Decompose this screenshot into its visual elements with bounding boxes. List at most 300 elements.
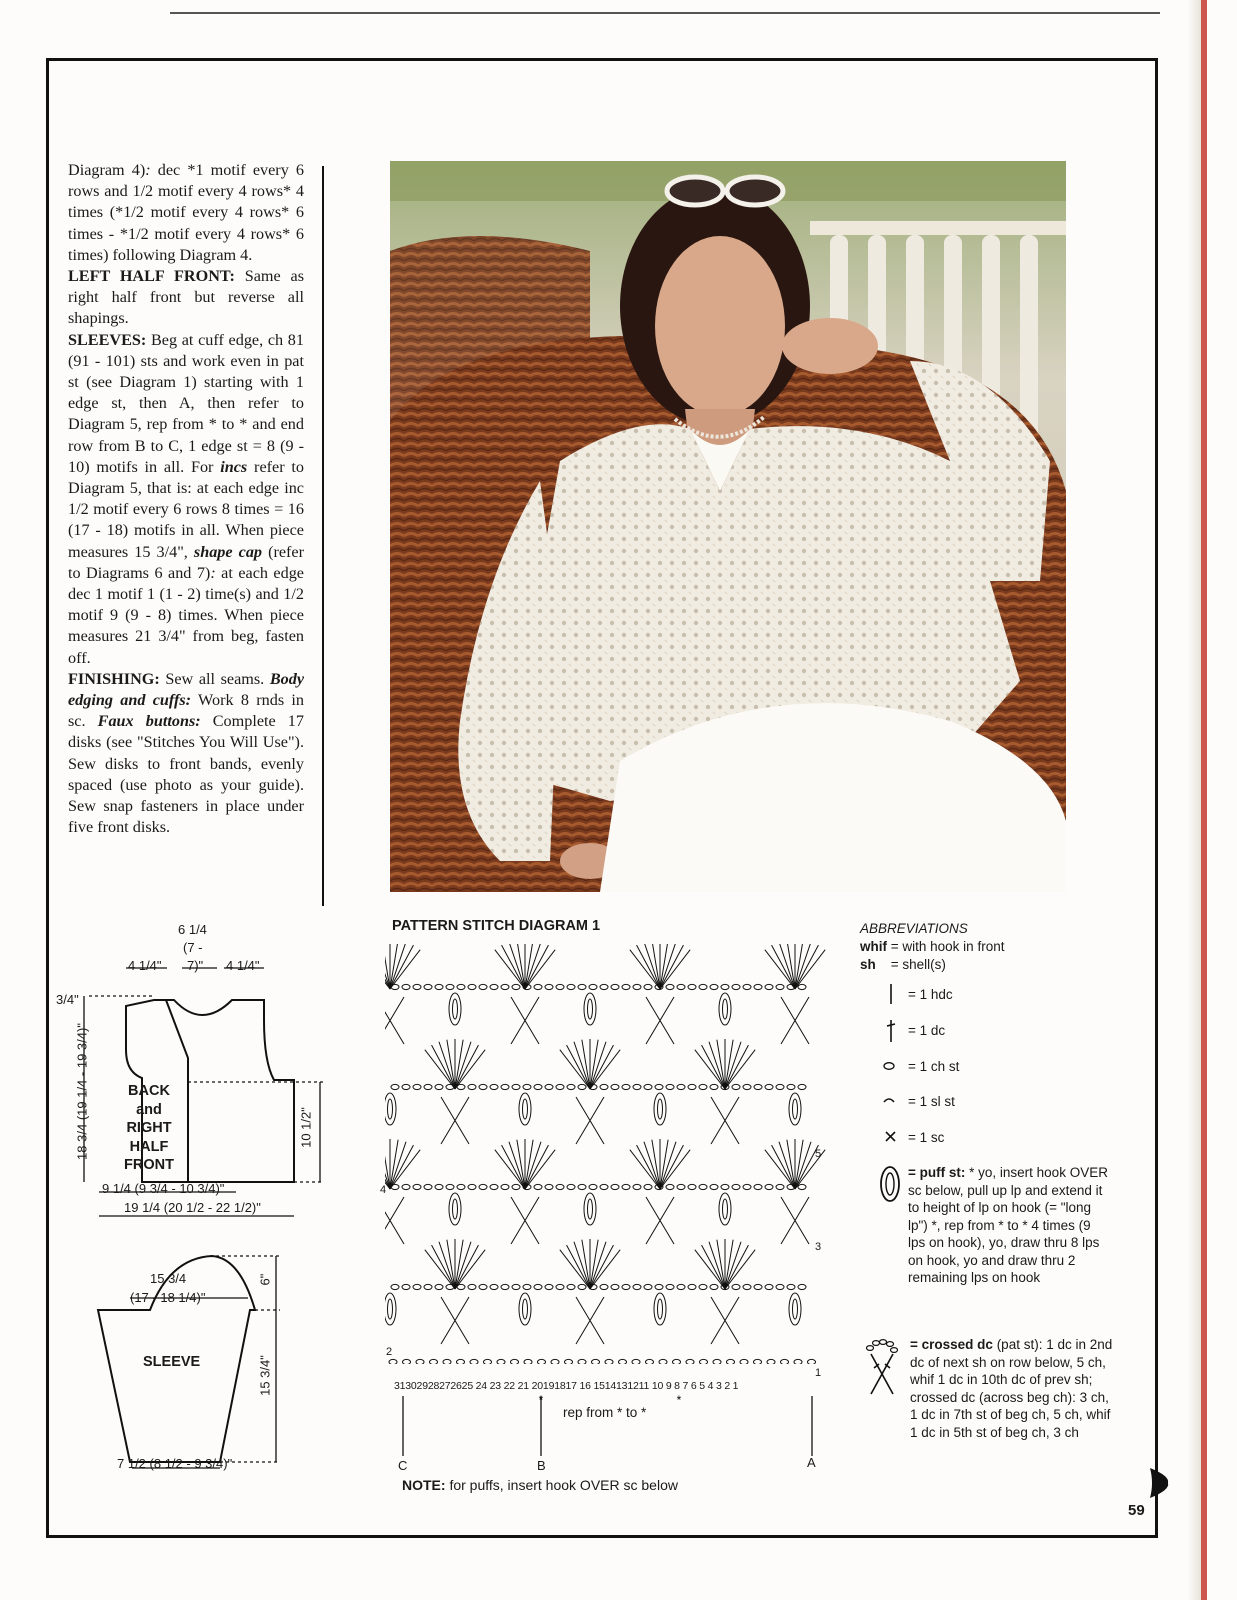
chain-stitch-symbol bbox=[501, 1284, 509, 1289]
stitch-chart bbox=[385, 944, 835, 1364]
puff-stitch-symbol bbox=[453, 999, 458, 1019]
double-crochet-symbol bbox=[644, 1142, 660, 1189]
chain-stitch-symbol bbox=[512, 1284, 520, 1289]
puff-stitch-symbol bbox=[519, 1093, 531, 1125]
puff-stitch-symbol bbox=[658, 1099, 663, 1119]
chain-stitch-symbol bbox=[512, 1184, 520, 1189]
body-top-left-label: 4 1/4" bbox=[128, 958, 162, 973]
chain-stitch-symbol bbox=[677, 1284, 685, 1289]
body-height-label: 18 3/4 (19 1/4 - 19 3/4)" bbox=[74, 1023, 90, 1160]
abbr-whif-term: whif bbox=[860, 939, 887, 954]
foundation-chain-symbol bbox=[389, 1359, 397, 1364]
double-crochet-symbol bbox=[779, 944, 795, 989]
body-label-line: HALF bbox=[129, 1138, 169, 1155]
chain-stitch-symbol bbox=[567, 984, 575, 989]
chain-stitch-symbol bbox=[556, 984, 564, 989]
legend-ch: = 1 ch st bbox=[908, 1059, 960, 1074]
double-crochet-symbol bbox=[695, 1050, 725, 1089]
puff-stitch-symbol bbox=[449, 1193, 461, 1225]
chain-stitch-symbol bbox=[765, 1184, 773, 1189]
instructions-paragraph bbox=[68, 669, 304, 839]
double-crochet-symbol bbox=[695, 1250, 725, 1289]
chain-stitch-symbol bbox=[765, 1284, 773, 1289]
chain-stitch-symbol bbox=[457, 984, 465, 989]
instructions-run: Body edging and cuffs: bbox=[68, 669, 304, 710]
instructions-run: Work 8 rnds in sc. bbox=[68, 691, 304, 731]
chain-stitch-symbol bbox=[732, 984, 740, 989]
chain-stitch-symbol bbox=[622, 1084, 630, 1089]
foundation-chain-symbol bbox=[592, 1359, 600, 1364]
instructions-run: : bbox=[210, 563, 216, 582]
double-crochet-symbol bbox=[574, 1242, 590, 1289]
chain-stitch-symbol bbox=[523, 1284, 531, 1289]
chain-stitch-symbol bbox=[798, 984, 806, 989]
foundation-chain-symbol bbox=[524, 1359, 532, 1364]
puff-stitch-symbol bbox=[658, 1299, 663, 1319]
row-label-right: 1 bbox=[815, 1367, 822, 1379]
page-top-rule bbox=[170, 12, 1160, 14]
double-crochet-symbol bbox=[390, 1142, 406, 1189]
foundation-chain-symbol bbox=[443, 1359, 451, 1364]
double-crochet-symbol bbox=[765, 1150, 795, 1189]
chain-stitch-symbol bbox=[611, 1184, 619, 1189]
abbr-sh-text: = shell(s) bbox=[890, 957, 946, 972]
chain-stitch-symbol bbox=[776, 984, 784, 989]
row-label-right: 3 bbox=[815, 1241, 822, 1253]
body-neck-depth-label: 3/4" bbox=[56, 992, 79, 1007]
puff-stitch-symbol bbox=[453, 1199, 458, 1219]
abbr-sh-term: sh bbox=[860, 957, 876, 972]
chain-stitch-symbol bbox=[556, 1284, 564, 1289]
chain-stitch-symbol bbox=[567, 1284, 575, 1289]
chain-stitch-symbol bbox=[534, 1084, 542, 1089]
page-number: 59 bbox=[1128, 1502, 1145, 1519]
instructions-run: Faux buttons: bbox=[97, 712, 201, 731]
chain-stitch-symbol bbox=[578, 1184, 586, 1189]
chain-stitch-symbol bbox=[479, 984, 487, 989]
chain-stitch-symbol bbox=[479, 1184, 487, 1189]
chain-stitch-symbol bbox=[424, 1084, 432, 1089]
foundation-chain-symbol bbox=[740, 1359, 748, 1364]
double-crochet-symbol bbox=[795, 950, 825, 989]
double-crochet-symbol bbox=[390, 1150, 420, 1189]
puff-stitch-symbol bbox=[385, 1093, 396, 1125]
chain-stitch-symbol bbox=[798, 1184, 806, 1189]
double-crochet-symbol bbox=[455, 1242, 471, 1289]
abbreviations-heading: ABBREVIATIONS bbox=[860, 921, 968, 936]
chain-stitch-symbol bbox=[545, 1084, 553, 1089]
chain-stitch-symbol bbox=[402, 1184, 410, 1189]
chain-stitch-symbol bbox=[743, 984, 751, 989]
chain-stitch-symbol bbox=[490, 1084, 498, 1089]
chain-stitch-symbol bbox=[391, 1084, 399, 1089]
double-crochet-symbol bbox=[439, 1042, 455, 1089]
row-label-left: 2 bbox=[386, 1346, 393, 1358]
double-crochet-symbol bbox=[455, 1050, 485, 1089]
instructions-run: : bbox=[145, 161, 158, 179]
instructions-paragraph bbox=[68, 160, 304, 266]
note-bold: NOTE: bbox=[402, 1477, 446, 1493]
chain-stitch-symbol bbox=[479, 1284, 487, 1289]
marker-b: B bbox=[537, 1458, 546, 1473]
chain-stitch-symbol bbox=[699, 1284, 707, 1289]
double-crochet-symbol bbox=[590, 1242, 606, 1289]
chain-stitch-symbol bbox=[732, 1084, 740, 1089]
chain-stitch-symbol bbox=[743, 1184, 751, 1189]
puff-stitch-symbol bbox=[523, 1299, 528, 1319]
foundation-chain-symbol bbox=[781, 1359, 789, 1364]
chain-stitch-symbol bbox=[699, 1184, 707, 1189]
puff-stitch-symbol bbox=[584, 993, 596, 1025]
chain-stitch-symbol bbox=[567, 1184, 575, 1189]
legend-dc: = 1 dc bbox=[908, 1023, 946, 1038]
chain-stitch-symbol bbox=[578, 1084, 586, 1089]
double-crochet-symbol bbox=[725, 1042, 741, 1089]
double-crochet-symbol bbox=[590, 1042, 606, 1089]
puff-stitch-symbol bbox=[789, 1293, 801, 1325]
chain-stitch-symbol bbox=[556, 1084, 564, 1089]
page-edge bbox=[1187, 0, 1201, 1600]
chain-stitch-symbol bbox=[534, 1284, 542, 1289]
chain-stitch-symbol bbox=[424, 1184, 432, 1189]
puff-stitch-symbol bbox=[789, 1093, 801, 1125]
puff-stitch-symbol bbox=[388, 1299, 393, 1319]
chain-stitch-symbol bbox=[754, 1184, 762, 1189]
chain-stitch-symbol bbox=[402, 1084, 410, 1089]
chain-stitch-symbol bbox=[743, 1284, 751, 1289]
chain-stitch-symbol bbox=[666, 1084, 674, 1089]
body-top-right-label: 4 1/4" bbox=[226, 958, 260, 973]
puff-stitch-symbol bbox=[388, 1099, 393, 1119]
double-crochet-symbol bbox=[795, 1142, 811, 1189]
diagram-note bbox=[402, 1477, 678, 1493]
chain-stitch-symbol bbox=[556, 1184, 564, 1189]
back-and-right-half-front-label bbox=[118, 1082, 180, 1175]
chain-stitch-symbol bbox=[611, 1284, 619, 1289]
double-crochet-symbol bbox=[574, 1042, 590, 1089]
foundation-chain-symbol bbox=[403, 1359, 411, 1364]
body-label-line: BACK bbox=[128, 1083, 170, 1099]
chain-stitch-symbol bbox=[644, 1184, 652, 1189]
chain-stitch-symbol bbox=[633, 1084, 641, 1089]
abbr-sh bbox=[860, 956, 1130, 974]
chain-stitch-symbol bbox=[655, 1084, 663, 1089]
abbr-whif bbox=[860, 938, 1130, 956]
double-crochet-symbol bbox=[590, 1050, 620, 1089]
chain-stitch-symbol bbox=[490, 1184, 498, 1189]
chain-stitch-symbol bbox=[633, 1284, 641, 1289]
puff-stitch-symbol bbox=[588, 999, 593, 1019]
chain-stitch-symbol bbox=[644, 1284, 652, 1289]
chain-stitch-symbol bbox=[611, 984, 619, 989]
double-crochet-symbol bbox=[660, 950, 690, 989]
chain-stitch-symbol bbox=[578, 984, 586, 989]
foundation-chain-symbol bbox=[551, 1359, 559, 1364]
puff-stitch-symbol bbox=[723, 1199, 728, 1219]
instructions-paragraph bbox=[68, 266, 304, 330]
double-crochet-symbol bbox=[560, 1250, 590, 1289]
foundation-chain-symbol bbox=[659, 1359, 667, 1364]
chain-stitch-symbol bbox=[688, 1184, 696, 1189]
double-crochet-symbol bbox=[660, 1150, 690, 1189]
model-photo bbox=[390, 161, 1066, 892]
body-label-line: RIGHT bbox=[126, 1120, 172, 1136]
chain-stitch-symbol bbox=[501, 1184, 509, 1189]
double-crochet-symbol bbox=[425, 1250, 455, 1289]
foundation-chain-symbol bbox=[767, 1359, 775, 1364]
foundation-chain-symbol bbox=[605, 1359, 613, 1364]
chain-stitch-symbol bbox=[435, 984, 443, 989]
chain-stitch-symbol bbox=[666, 1184, 674, 1189]
double-crochet-symbol bbox=[455, 1250, 485, 1289]
svg-text:*: * bbox=[676, 1393, 682, 1407]
foundation-chain-symbol bbox=[538, 1359, 546, 1364]
chain-stitch-symbol bbox=[787, 1084, 795, 1089]
double-crochet-symbol bbox=[725, 1242, 741, 1289]
foundation-chain-symbol bbox=[619, 1359, 627, 1364]
puff-stitch-symbol bbox=[584, 1193, 596, 1225]
chain-stitch-symbol bbox=[776, 1184, 784, 1189]
body-full-width-label: 19 1/4 (20 1/2 - 22 1/2)" bbox=[124, 1200, 261, 1215]
foundation-chain-symbol bbox=[673, 1359, 681, 1364]
instructions-run: shape cap bbox=[193, 542, 263, 561]
legend-symbols bbox=[878, 980, 908, 1150]
double-crochet-symbol bbox=[509, 944, 525, 989]
chain-stitch-symbol bbox=[611, 1084, 619, 1089]
double-crochet-symbol bbox=[725, 1050, 755, 1089]
chain-stitch-symbol bbox=[534, 984, 542, 989]
chain-stitch-symbol bbox=[710, 1284, 718, 1289]
foundation-chain-symbol bbox=[686, 1359, 694, 1364]
column-rule bbox=[322, 166, 324, 906]
chain-stitch-symbol bbox=[644, 1084, 652, 1089]
page-edge-red bbox=[1201, 0, 1207, 1600]
repeat-markers bbox=[395, 1392, 825, 1462]
body-top-center-label-2: (7 - bbox=[183, 940, 203, 955]
instructions-run: dec *1 motif every 6 rows and 1/2 motif every 4 rows* 4 times (*1/2 motif every 4 rows* 6 times - *1/2 motif every 4 rows* 6 times) following Diagram 4. bbox=[68, 161, 305, 264]
double-crochet-symbol bbox=[590, 1250, 620, 1289]
chain-stitch-symbol bbox=[688, 984, 696, 989]
double-crochet-symbol bbox=[390, 944, 406, 989]
foundation-chain-symbol bbox=[578, 1359, 586, 1364]
chain-stitch-symbol bbox=[699, 1084, 707, 1089]
chain-stitch-symbol bbox=[644, 984, 652, 989]
chain-stitch-symbol bbox=[512, 1084, 520, 1089]
chain-stitch-symbol bbox=[721, 984, 729, 989]
chain-stitch-symbol bbox=[468, 1284, 476, 1289]
repeat-label: rep from * to * bbox=[563, 1405, 647, 1420]
chain-stitch-symbol bbox=[512, 984, 520, 989]
chain-stitch-symbol bbox=[446, 1184, 454, 1189]
instructions-run: Complete 17 disks (see "Stitches You Will Use"). Sew disks to front bands, evenly spaced (use photo as your guide). Sew snap fasteners in place under five front disks. bbox=[68, 712, 304, 837]
crossed-dc-symbol bbox=[385, 1197, 404, 1244]
chain-stitch-symbol bbox=[402, 1284, 410, 1289]
instructions-paragraph bbox=[68, 330, 304, 669]
puff-stitch-symbol bbox=[523, 1099, 528, 1119]
dc-symbol bbox=[887, 1020, 895, 1042]
instructions-run: refer to Diagram 5, that is: at each edge inc 1/2 motif every 6 rows 8 times = 16 (17 - 18) motifs in all. When piece measures 15 3/4", bbox=[68, 457, 304, 561]
double-crochet-symbol bbox=[725, 1250, 755, 1289]
diagram-title: PATTERN STITCH DIAGRAM 1 bbox=[392, 918, 601, 934]
chain-stitch-symbol bbox=[666, 984, 674, 989]
puff-stitch-symbol bbox=[449, 993, 461, 1025]
chain-stitch-symbol bbox=[732, 1184, 740, 1189]
chain-stitch-symbol bbox=[677, 1184, 685, 1189]
crossed-dc-icon bbox=[862, 1338, 902, 1398]
foundation-chain-symbol bbox=[646, 1359, 654, 1364]
chain-stitch-symbol bbox=[413, 1184, 421, 1189]
double-crochet-symbol bbox=[765, 950, 795, 989]
body-top-center-label-3: 7)" bbox=[187, 958, 204, 973]
chain-stitch-symbol bbox=[721, 1184, 729, 1189]
chain-stitch-symbol bbox=[424, 1284, 432, 1289]
chain-stitch-symbol bbox=[633, 1184, 641, 1189]
instructions-text bbox=[68, 160, 304, 839]
chain-stitch-symbol bbox=[545, 1184, 553, 1189]
marker-c: C bbox=[398, 1458, 408, 1473]
double-crochet-symbol bbox=[525, 950, 555, 989]
sleeve-label: SLEEVE bbox=[143, 1354, 201, 1370]
stitch-numbers: 31302928272625 24 23 22 21 20191817 16 1514131211 10 9 8 7 6 5 4 3 2 1 bbox=[394, 1380, 739, 1392]
double-crochet-symbol bbox=[630, 1150, 660, 1189]
body-label-line: FRONT bbox=[124, 1157, 174, 1173]
double-crochet-symbol bbox=[509, 1142, 525, 1189]
abbr-whif-text: = with hook in front bbox=[890, 939, 1005, 954]
instructions-run: Sew all seams. bbox=[165, 669, 270, 688]
instructions-run: SLEEVES: bbox=[68, 330, 151, 349]
double-crochet-symbol bbox=[644, 944, 660, 989]
chain-stitch-symbol bbox=[732, 1284, 740, 1289]
double-crochet-symbol bbox=[709, 1042, 725, 1089]
instructions-run: Same as right half front but reverse all shapings. bbox=[68, 267, 305, 328]
chain-stitch-symbol bbox=[479, 1084, 487, 1089]
chain-stitch-symbol bbox=[501, 1084, 509, 1089]
chain-stitch-symbol bbox=[633, 984, 641, 989]
sleeve-cap-width-label-2: (17 - 18 1/4)" bbox=[130, 1290, 206, 1305]
chain-stitch-symbol bbox=[710, 1084, 718, 1089]
chain-stitch-symbol bbox=[710, 1184, 718, 1189]
sleeve-length-label: 15 3/4" bbox=[257, 1355, 273, 1396]
chain-stitch-symbol bbox=[798, 1084, 806, 1089]
svg-text:*: * bbox=[538, 1393, 544, 1407]
chain-stitch-symbol bbox=[743, 1084, 751, 1089]
foundation-chain-symbol bbox=[794, 1359, 802, 1364]
foundation-chain-symbol bbox=[754, 1359, 762, 1364]
legend-puff bbox=[908, 1164, 1108, 1287]
sleeve-cap-height-label: 6" bbox=[257, 1273, 273, 1286]
sleeve-cuff-label: 7 1/2 (8 1/2 - 9 3/4)" bbox=[117, 1456, 233, 1471]
body-top-center-label: 6 1/4 bbox=[178, 922, 207, 937]
chain-stitch-symbol bbox=[468, 984, 476, 989]
chain-stitch-symbol bbox=[435, 1184, 443, 1189]
chain-stitch-symbol bbox=[501, 984, 509, 989]
instructions-run: Diagram 4) bbox=[68, 161, 146, 179]
chain-stitch-symbol bbox=[413, 1284, 421, 1289]
chain-stitch-symbol bbox=[468, 1184, 476, 1189]
chain-stitch-symbol bbox=[545, 1284, 553, 1289]
foundation-chain-symbol bbox=[484, 1359, 492, 1364]
chain-stitch-symbol bbox=[402, 984, 410, 989]
instructions-run: incs bbox=[220, 457, 248, 476]
puff-stitch-symbol bbox=[719, 993, 731, 1025]
chain-stitch-symbol bbox=[578, 1284, 586, 1289]
double-crochet-symbol bbox=[709, 1242, 725, 1289]
body-half-width-label: 9 1/4 (9 3/4 - 10 3/4)" bbox=[102, 1181, 225, 1196]
double-crochet-symbol bbox=[455, 1042, 471, 1089]
chain-stitch-symbol bbox=[688, 1284, 696, 1289]
marker-a: A bbox=[807, 1455, 816, 1470]
foundation-chain-symbol bbox=[808, 1359, 816, 1364]
legend-crossed-dc bbox=[910, 1336, 1120, 1441]
chain-stitch-symbol bbox=[523, 1084, 531, 1089]
double-crochet-symbol bbox=[525, 1150, 555, 1189]
foundation-chain-symbol bbox=[497, 1359, 505, 1364]
double-crochet-symbol bbox=[439, 1242, 455, 1289]
chain-stitch-symbol bbox=[413, 984, 421, 989]
double-crochet-symbol bbox=[660, 1142, 676, 1189]
chain-stitch-symbol bbox=[622, 1184, 630, 1189]
legend-sc: = 1 sc bbox=[908, 1130, 945, 1145]
chain-stitch-symbol bbox=[391, 1284, 399, 1289]
chain-stitch-symbol bbox=[457, 1184, 465, 1189]
chain-stitch-symbol bbox=[787, 1284, 795, 1289]
instructions-run: LEFT HALF FRONT: bbox=[68, 267, 245, 286]
chain-stitch-symbol bbox=[754, 984, 762, 989]
puff-stitch-symbol bbox=[654, 1293, 666, 1325]
foundation-chain-symbol bbox=[565, 1359, 573, 1364]
chain-stitch-symbol bbox=[600, 1284, 608, 1289]
chain-stitch-symbol bbox=[688, 1084, 696, 1089]
body-armhole-label: 10 1/2" bbox=[298, 1107, 314, 1148]
chain-stitch-symbol bbox=[490, 984, 498, 989]
continue-arrow-icon bbox=[1148, 1466, 1170, 1500]
note-text: for puffs, insert hook OVER sc below bbox=[449, 1477, 678, 1493]
puff-stitch-symbol bbox=[723, 999, 728, 1019]
abbreviations-block bbox=[860, 920, 1130, 974]
chain-stitch-symbol bbox=[468, 1084, 476, 1089]
double-crochet-symbol bbox=[425, 1050, 455, 1089]
chain-stitch-symbol bbox=[600, 1184, 608, 1189]
foundation-chain-symbol bbox=[470, 1359, 478, 1364]
crossed-dc-symbol bbox=[385, 997, 404, 1044]
sc-symbol bbox=[886, 1132, 895, 1141]
instructions-run: at each edge dec 1 motif 1 (1 - 2) time(s) and 1/2 motif 9 (9 - 8) times. When piece measures 21 3/4" from beg, fasten off. bbox=[68, 563, 304, 667]
chain-stitch-symbol bbox=[589, 984, 597, 989]
chain-stitch-symbol bbox=[545, 984, 553, 989]
foundation-chain-symbol bbox=[457, 1359, 465, 1364]
chain-stitch-symbol bbox=[677, 984, 685, 989]
chain-stitch-symbol bbox=[710, 984, 718, 989]
foundation-chain-symbol bbox=[713, 1359, 721, 1364]
chain-stitch-symbol bbox=[798, 1284, 806, 1289]
chain-stitch-symbol bbox=[600, 1084, 608, 1089]
chain-stitch-symbol bbox=[776, 1284, 784, 1289]
chain-stitch-symbol bbox=[776, 1084, 784, 1089]
double-crochet-symbol bbox=[660, 944, 676, 989]
foundation-chain-symbol bbox=[727, 1359, 735, 1364]
double-crochet-symbol bbox=[390, 950, 420, 989]
row-label-right: 5 bbox=[815, 1148, 822, 1160]
chain-stitch-symbol bbox=[754, 1284, 762, 1289]
chain-stitch-symbol bbox=[413, 1084, 421, 1089]
chain-stitch-symbol bbox=[622, 1284, 630, 1289]
chain-stitch-symbol bbox=[534, 1184, 542, 1189]
row-label-left: 4 bbox=[380, 1184, 387, 1196]
foundation-chain-symbol bbox=[511, 1359, 519, 1364]
puff-stitch-symbol bbox=[588, 1199, 593, 1219]
instructions-run: FINISHING: bbox=[68, 669, 166, 688]
puff-stitch-symbol bbox=[793, 1299, 798, 1319]
